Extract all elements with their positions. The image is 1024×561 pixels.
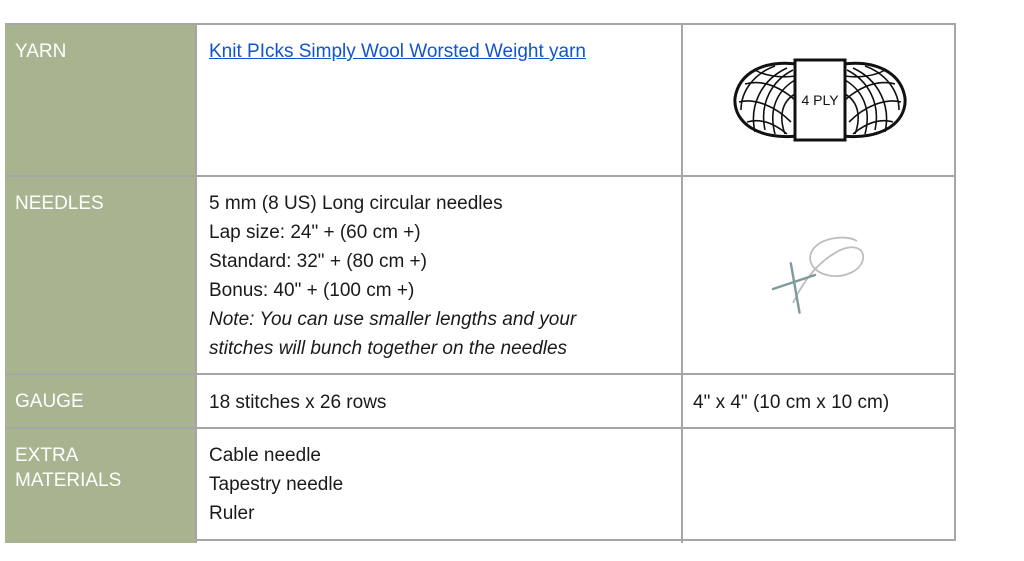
gauge-detail: 4" x 4" (10 cm x 10 cm) (693, 392, 890, 413)
yarn-image-cell (683, 25, 956, 177)
needles-note-line-2: stitches will bunch together on the needles (209, 338, 568, 359)
extra-materials-item-2: Tapestry needle (209, 474, 344, 495)
extra-materials-empty-cell (683, 429, 956, 543)
needles-line-3: Standard: 32" + (80 cm +) (209, 251, 427, 272)
gauge-label: GAUGE (15, 391, 84, 412)
extra-materials-item-1: Cable needle (209, 445, 321, 466)
needles-content-cell (197, 177, 683, 375)
circular-needle-icon (765, 217, 875, 317)
gauge-content-cell (197, 375, 683, 429)
yarn-label-cell (5, 25, 197, 177)
materials-table (5, 23, 956, 541)
extra-materials-content-cell (197, 429, 683, 543)
extra-materials-label-cell (5, 429, 197, 543)
yarn-link[interactable]: Knit PIcks Simply Wool Worsted Weight yarn (209, 41, 586, 62)
extra-materials-item-3: Ruler (209, 503, 255, 524)
yarn-ply-text: 4 PLY (800, 92, 839, 108)
yarn-ball-icon (725, 50, 915, 150)
needles-note-line-1: Note: You can use smaller lengths and your (209, 309, 577, 330)
gauge-value: 18 stitches x 26 rows (209, 392, 387, 413)
needles-line-2: Lap size: 24" + (60 cm +) (209, 222, 421, 243)
needles-label: NEEDLES (15, 193, 104, 214)
gauge-detail-cell (683, 375, 956, 429)
needles-line-1: 5 mm (8 US) Long circular needles (209, 193, 503, 214)
extra-materials-label-line-2: MATERIALS (15, 470, 122, 491)
needles-image-cell (683, 177, 956, 375)
needles-line-4: Bonus: 40" + (100 cm +) (209, 280, 415, 301)
gauge-label-cell (5, 375, 197, 429)
yarn-label: YARN (15, 41, 67, 62)
extra-materials-label-line-1: EXTRA (15, 445, 79, 466)
needles-label-cell (5, 177, 197, 375)
yarn-content-cell (197, 25, 683, 177)
